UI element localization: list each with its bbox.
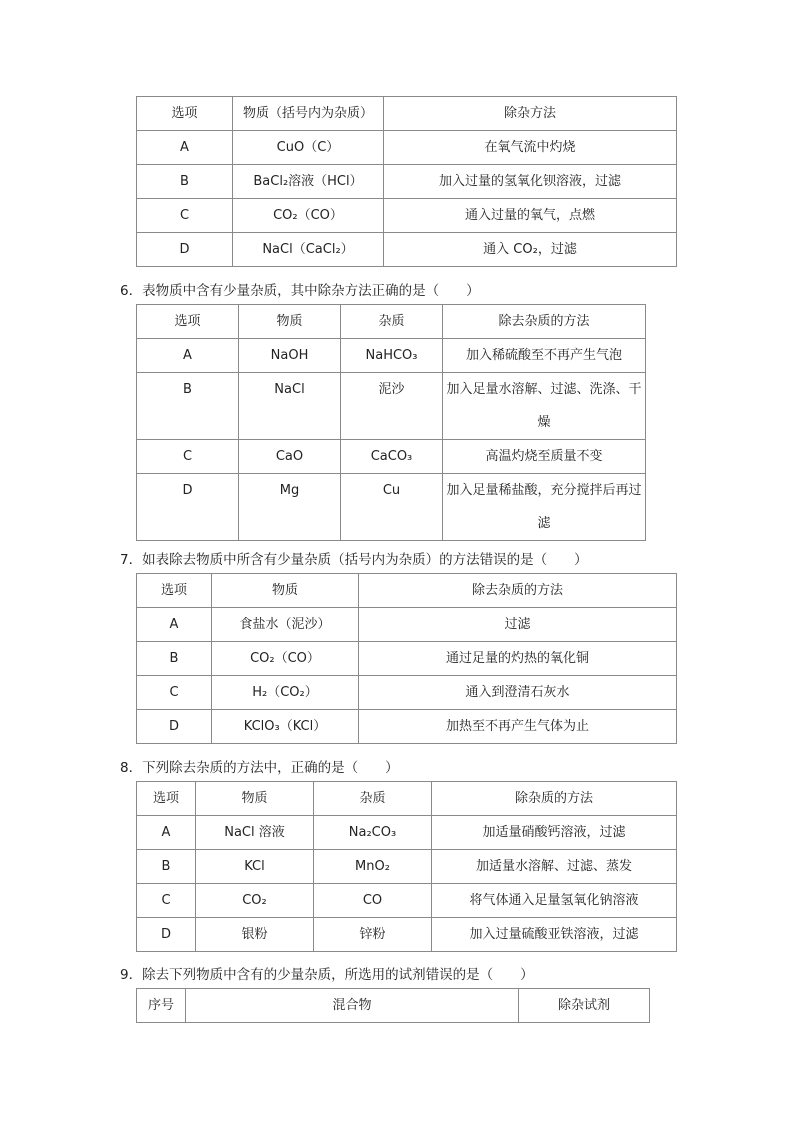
table-cell: 加入过量的氢氧化钡溶液，过滤	[384, 165, 677, 199]
table-row	[137, 884, 677, 918]
table-cell: A	[137, 339, 239, 373]
question-6: 6．表物质中含有少量杂质，其中除杂方法正确的是（ ）	[120, 283, 480, 299]
table-cell: 加适量水溶解、过滤、蒸发	[432, 850, 677, 884]
table-row	[137, 373, 646, 440]
header-cell: 除去杂质的方法	[359, 574, 677, 608]
table-header-row	[137, 97, 677, 131]
table-cell: B	[137, 850, 196, 884]
table-cell: A	[137, 816, 196, 850]
table-cell: 在氧气流中灼烧	[384, 131, 677, 165]
header-cell: 杂质	[314, 782, 432, 816]
table-cell: NaCl（CaCl₂）	[233, 233, 384, 267]
table-cell: C	[137, 440, 239, 474]
table-cell: A	[137, 608, 212, 642]
table-cell: NaCl 溶液	[196, 816, 314, 850]
header-cell: 物质	[239, 305, 341, 339]
header-cell: 除杂方法	[384, 97, 677, 131]
table-row	[137, 440, 646, 474]
q5-table	[136, 96, 677, 267]
table-row	[137, 918, 677, 952]
header-cell: 除去杂质的方法	[443, 305, 646, 339]
table-cell: C	[137, 676, 212, 710]
header-cell: 除杂试剂	[519, 989, 650, 1023]
table-cell: 加入稀硫酸至不再产生气泡	[443, 339, 646, 373]
table-cell: CO₂（CO）	[233, 199, 384, 233]
header-cell: 选项	[137, 782, 196, 816]
q7-table	[136, 573, 677, 744]
table-row	[137, 642, 677, 676]
table-cell: CO₂	[196, 884, 314, 918]
table-header-row	[137, 989, 650, 1023]
table-row	[137, 199, 677, 233]
table-cell: CO	[314, 884, 432, 918]
table-cell: A	[137, 131, 233, 165]
table-cell: NaOH	[239, 339, 341, 373]
table-cell: 过滤	[359, 608, 677, 642]
table-header-row	[137, 782, 677, 816]
table-row	[137, 676, 677, 710]
table-cell: 加热至不再产生气体为止	[359, 710, 677, 744]
table-cell: CaCO₃	[341, 440, 443, 474]
table-row	[137, 608, 677, 642]
table-cell: MnO₂	[314, 850, 432, 884]
table-cell: C	[137, 199, 233, 233]
table-cell: CO₂（CO）	[212, 642, 359, 676]
table-cell: C	[137, 884, 196, 918]
table-cell: 加入足量水溶解、过滤、洗涤、干燥	[443, 373, 646, 440]
table-row	[137, 474, 646, 541]
question-7: 7．如表除去物质中所含有少量杂质（括号内为杂质）的方法错误的是（ ）	[120, 552, 588, 568]
table-row	[137, 165, 677, 199]
table-cell: 将气体通入足量氢氧化钠溶液	[432, 884, 677, 918]
header-cell: 除杂质的方法	[432, 782, 677, 816]
table-cell: NaHCO₃	[341, 339, 443, 373]
table-cell: Cu	[341, 474, 443, 541]
table-cell: 通入过量的氧气，点燃	[384, 199, 677, 233]
table-cell: KCl	[196, 850, 314, 884]
table-cell: D	[137, 474, 239, 541]
table-cell: 食盐水（泥沙）	[212, 608, 359, 642]
question-8: 8．下列除去杂质的方法中，正确的是（ ）	[120, 760, 399, 776]
table-cell: B	[137, 642, 212, 676]
table-cell: B	[137, 373, 239, 440]
header-cell: 选项	[137, 305, 239, 339]
question-9: 9．除去下列物质中含有的少量杂质，所选用的试剂错误的是（ ）	[120, 967, 534, 983]
table-row	[137, 816, 677, 850]
table-cell: D	[137, 710, 212, 744]
table-cell: D	[137, 233, 233, 267]
table-cell: CaO	[239, 440, 341, 474]
header-cell: 混合物	[186, 989, 519, 1023]
header-cell: 物质	[196, 782, 314, 816]
table-header-row	[137, 574, 677, 608]
header-cell: 物质	[212, 574, 359, 608]
table-row	[137, 850, 677, 884]
table-cell: Na₂CO₃	[314, 816, 432, 850]
table-cell: 银粉	[196, 918, 314, 952]
table-cell: B	[137, 165, 233, 199]
table-row	[137, 710, 677, 744]
table-cell: CuO（C）	[233, 131, 384, 165]
q8-table	[136, 781, 677, 952]
table-cell: 泥沙	[341, 373, 443, 440]
header-cell: 杂质	[341, 305, 443, 339]
table-cell: D	[137, 918, 196, 952]
table-cell: Mg	[239, 474, 341, 541]
table-cell: 锌粉	[314, 918, 432, 952]
table-header-row	[137, 305, 646, 339]
table-cell: 加适量硝酸钙溶液，过滤	[432, 816, 677, 850]
table-cell: BaCl₂溶液（HCl）	[233, 165, 384, 199]
table-cell: 通入 CO₂，过滤	[384, 233, 677, 267]
q6-table	[136, 304, 646, 541]
header-cell: 选项	[137, 97, 233, 131]
table-cell: 通过足量的灼热的氧化铜	[359, 642, 677, 676]
table-cell: KClO₃（KCl）	[212, 710, 359, 744]
table-cell: 加入过量硫酸亚铁溶液，过滤	[432, 918, 677, 952]
table-row	[137, 131, 677, 165]
table-cell: H₂（CO₂）	[212, 676, 359, 710]
table-cell: 高温灼烧至质量不变	[443, 440, 646, 474]
header-cell: 选项	[137, 574, 212, 608]
table-cell: 加入足量稀盐酸，充分搅拌后再过滤	[443, 474, 646, 541]
table-cell: NaCl	[239, 373, 341, 440]
q9-table	[136, 988, 650, 1023]
header-cell: 物质（括号内为杂质）	[233, 97, 384, 131]
table-row	[137, 339, 646, 373]
header-cell: 序号	[137, 989, 186, 1023]
table-row	[137, 233, 677, 267]
table-cell: 通入到澄清石灰水	[359, 676, 677, 710]
